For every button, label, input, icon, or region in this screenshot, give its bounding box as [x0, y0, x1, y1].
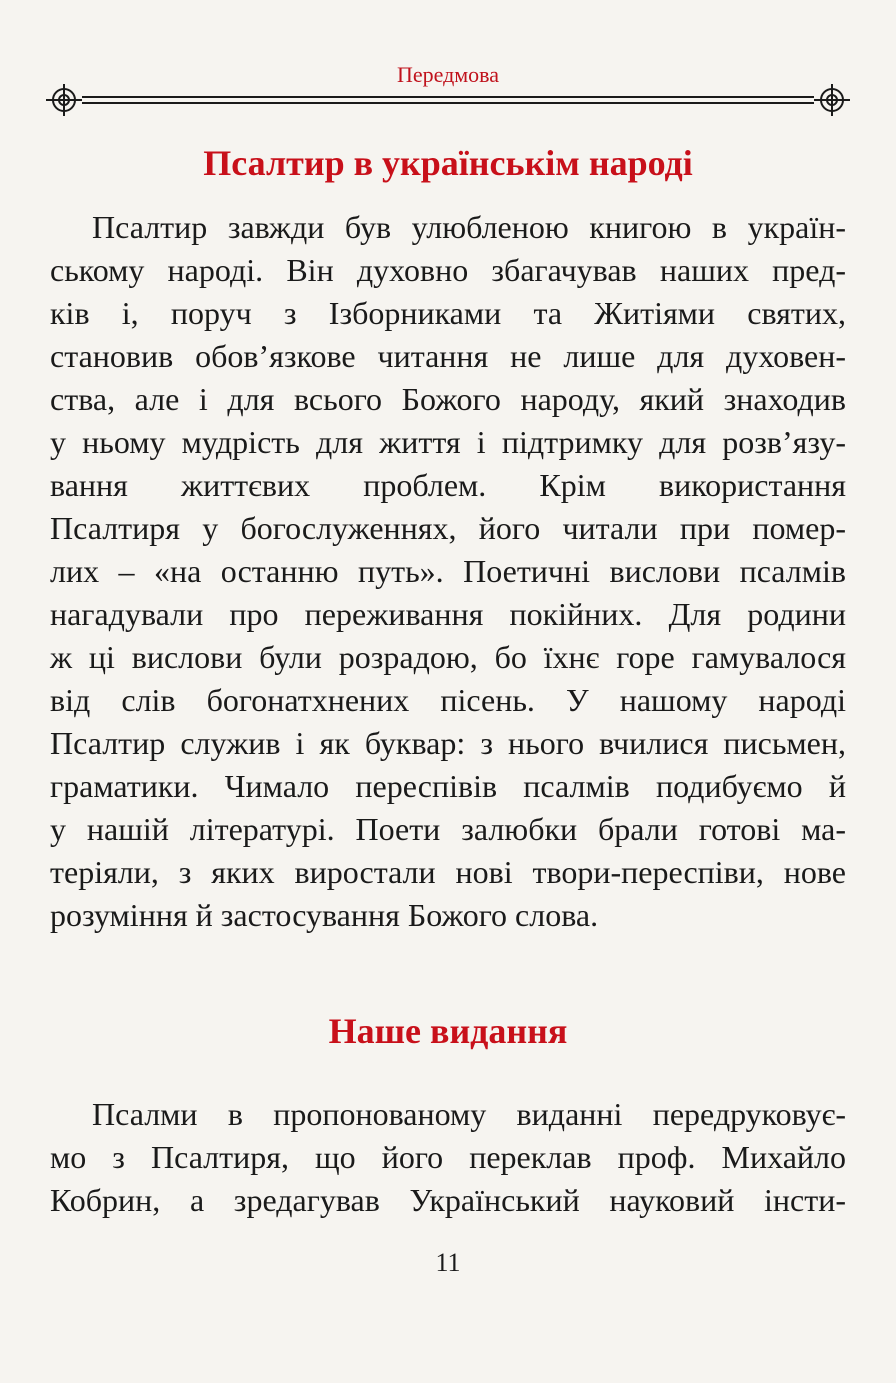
- text-line: вання життєвих проблем. Крім використання: [50, 467, 846, 503]
- text-line: розуміння й застосування Божого слова.: [50, 897, 599, 933]
- text-line: мо з Псалтиря, що його переклав проф. Михайло: [50, 1139, 846, 1175]
- text-line: ж ці вислови були розрадою, бо їхнє горе гамувалося: [50, 639, 846, 675]
- left-ornament-icon: [46, 84, 82, 116]
- text-line: становив обов’язкове читання не лише для духовен-: [50, 338, 846, 374]
- text-line: Псалтир служив і як буквар: з нього вчилися письмен,: [50, 725, 846, 761]
- text-line: Кобрин, а зредагував Український науковий інсти-: [50, 1182, 846, 1218]
- section-title-psalter-in-ukrainian-people: Псалтир в українськім народі: [203, 143, 693, 183]
- paragraph-psalter-history: [50, 206, 846, 937]
- text-line: ському народі. Він духовно збагачував наших пред-: [50, 252, 846, 288]
- right-ornament-icon: [814, 84, 850, 116]
- text-line: граматики. Чимало переспівів псалмів подибуємо й: [50, 768, 846, 804]
- text-line: від слів богонатхнених пісень. У нашому народі: [50, 682, 846, 718]
- text-line: у нашій літературі. Поети залюбки брали готові ма-: [50, 811, 846, 847]
- paragraph-our-edition: [50, 1093, 846, 1222]
- text-line: теріяли, з яких виростали нові твори-переспіви, нове: [50, 854, 846, 890]
- text-line: Псалми в пропонованому виданні передруковує-: [92, 1096, 846, 1132]
- ornamental-rule: [44, 80, 852, 120]
- text-line: Псалтиря у богослуженнях, його читали при помер-: [50, 510, 846, 546]
- text-line: лих – «на останню путь». Поетичні вислови псалмів: [50, 553, 846, 589]
- text-line: Псалтир завжди був улюбленою книгою в україн-: [92, 209, 846, 245]
- text-line: ків і, поруч з Ізборниками та Житіями святих,: [50, 295, 846, 331]
- text-line: ства, але і для всього Божого народу, який знаходив: [50, 381, 846, 417]
- text-line: нагадували про переживання покійних. Для родини: [50, 596, 846, 632]
- section-title-our-edition: Наше видання: [328, 1011, 568, 1051]
- page-number: 11: [435, 1248, 461, 1277]
- running-header: Передмова: [396, 62, 500, 87]
- text-line: у ньому мудрість для життя і підтримку для розв’язу-: [50, 424, 846, 460]
